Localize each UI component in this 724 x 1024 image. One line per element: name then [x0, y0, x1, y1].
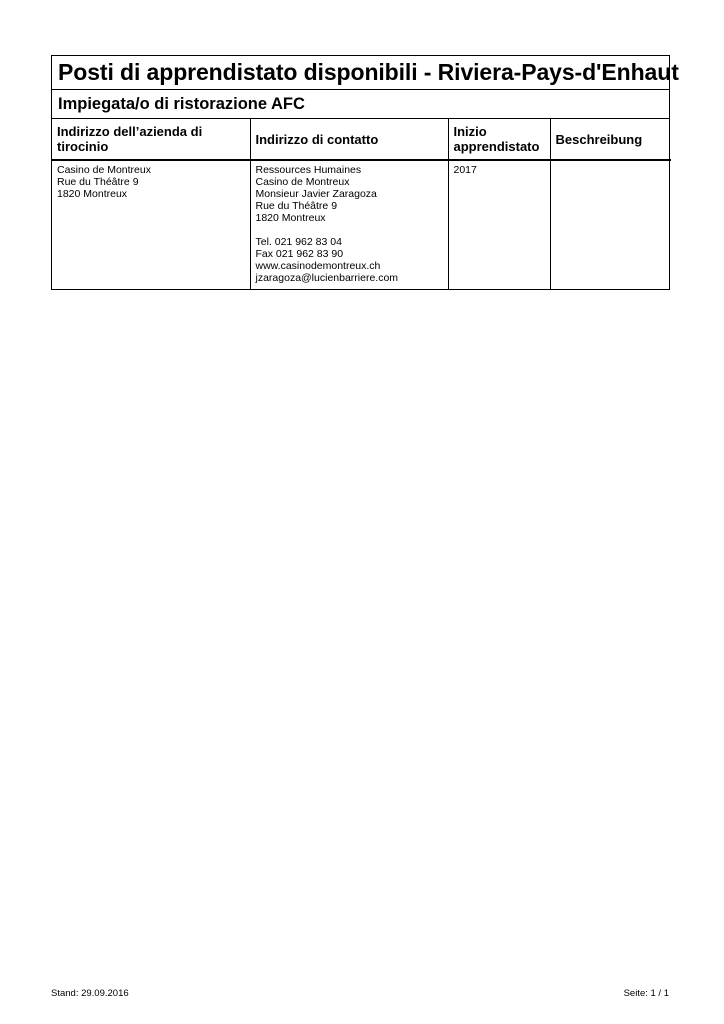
- company-address-line: Casino de Montreux: [57, 164, 151, 176]
- column-header-description: Beschreibung: [550, 119, 671, 160]
- description-cell: [550, 160, 671, 289]
- contact-email-link[interactable]: jzaragoza@lucienbarriere.com: [255, 272, 399, 284]
- company-address-line: 1820 Montreux: [57, 188, 128, 200]
- footer-stand-date: Stand: 29.09.2016: [51, 988, 129, 999]
- contact-address-line: 1820 Montreux: [255, 212, 326, 224]
- contact-address-line: Monsieur Javier Zaragoza: [255, 188, 377, 200]
- table-header-row: [52, 119, 671, 160]
- column-header-contact-address: Indirizzo di contatto: [250, 119, 448, 160]
- contact-fax: Fax 021 962 83 90: [255, 248, 344, 260]
- table-row: [52, 160, 671, 289]
- contact-website-link[interactable]: www.casinodemontreux.ch: [255, 260, 381, 272]
- page-subtitle: Impiegata/o di ristorazione AFC: [52, 90, 669, 119]
- company-address-cell: [52, 160, 250, 289]
- start-cell: [448, 160, 550, 289]
- page-title: Posti di apprendistato disponibili - Riviera-Pays-d'Enhaut: [52, 56, 669, 90]
- start-year: 2017: [453, 164, 477, 176]
- footer-page-number: Seite: 1 / 1: [623, 988, 669, 999]
- company-address-line: Rue du Théâtre 9: [57, 176, 139, 188]
- column-header-start: Inizio apprendistato: [448, 119, 550, 160]
- contact-address-line: Ressources Humaines: [255, 164, 362, 176]
- apprenticeship-table: [52, 119, 671, 289]
- contact-address-cell: [250, 160, 448, 289]
- contact-spacer: [256, 224, 443, 236]
- listing-document: [51, 55, 679, 290]
- contact-address-line: Rue du Théâtre 9: [255, 200, 338, 212]
- contact-address-line: Casino de Montreux: [255, 176, 350, 188]
- contact-phone: Tel. 021 962 83 04: [255, 236, 342, 248]
- column-header-company-address: Indirizzo dell’azienda di tirocinio: [52, 119, 250, 160]
